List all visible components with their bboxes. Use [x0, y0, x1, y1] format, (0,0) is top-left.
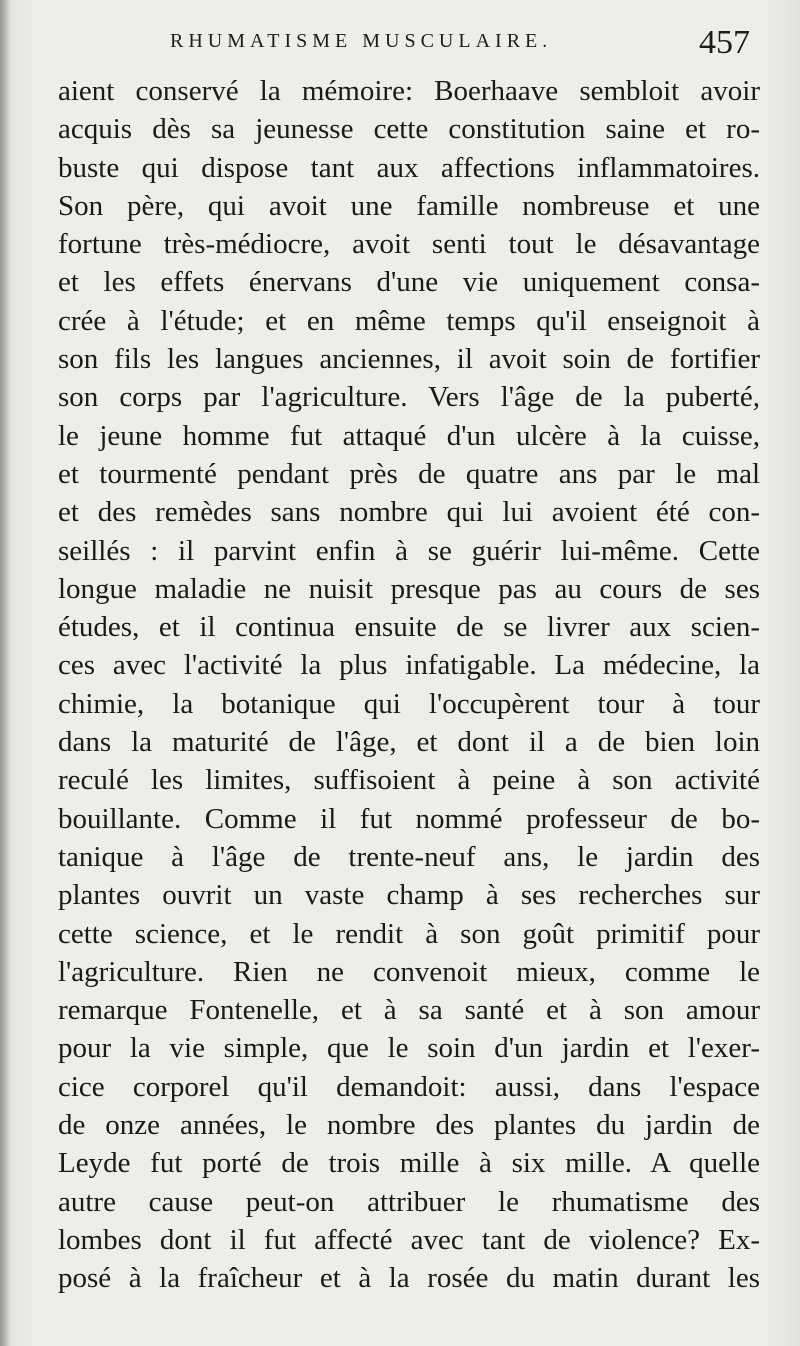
- text-line: ces avec l'activité la plus infatigable. La médecine, la: [58, 649, 760, 682]
- text-line: pour la vie simple, que le soin d'un jardin et l'exer-: [58, 1032, 760, 1065]
- running-title: RHUMATISME MUSCULAIRE.: [170, 30, 553, 52]
- text-line: reculé les limites, suffisoient à peine à son activité: [58, 764, 760, 797]
- text-line: lombes dont il fut affecté avec tant de violence? Ex-: [58, 1223, 760, 1256]
- text-line: et des remèdes sans nombre qui lui avoient été con-: [58, 496, 760, 529]
- text-line: chimie, la botanique qui l'occupèrent tour à tour: [58, 687, 760, 720]
- text-line: acquis dès sa jeunesse cette constitution saine et ro-: [58, 113, 760, 146]
- text-line: et tourmenté pendant près de quatre ans par le mal: [58, 457, 760, 490]
- text-line: de onze années, le nombre des plantes du jardin de: [58, 1109, 760, 1142]
- text-line: études, et il continua ensuite de se livrer aux scien-: [58, 611, 760, 644]
- text-line: dans la maturité de l'âge, et dont il a de bien loin: [58, 726, 760, 759]
- text-line: crée à l'étude; et en même temps qu'il enseignoit à: [58, 304, 760, 337]
- text-line: cette science, et le rendit à son goût primitif pour: [58, 917, 760, 950]
- text-line: bouillante. Comme il fut nommé professeur de bo-: [58, 802, 760, 835]
- text-line: aient conservé la mémoire: Boerhaave sembloit avoir: [58, 75, 760, 107]
- body-text: [58, 72, 760, 1298]
- text-line: l'agriculture. Rien ne convenoit mieux, comme le: [58, 955, 760, 988]
- text-line: plantes ouvrit un vaste champ à ses recherches sur: [58, 879, 760, 912]
- binding-shadow: [0, 0, 10, 1346]
- text-line: buste qui dispose tant aux affections inflammatoires.: [58, 151, 760, 184]
- text-line: et les effets énervans d'une vie uniquement consa-: [58, 266, 760, 299]
- text-line: longue maladie ne nuisit presque pas au cours de ses: [58, 572, 760, 605]
- text-line: Leyde fut porté de trois mille à six mille. A quelle: [58, 1147, 760, 1180]
- text-line: cice corporel qu'il demandoit: aussi, dans l'espace: [58, 1070, 760, 1103]
- text-line: posé à la fraîcheur et à la rosée du matin durant les: [58, 1262, 760, 1295]
- text-line: le jeune homme fut attaqué d'un ulcère à la cuisse,: [58, 419, 760, 452]
- text-line: son corps par l'agriculture. Vers l'âge de la puberté,: [58, 381, 760, 414]
- text-line: Son père, qui avoit une famille nombreuse et une: [58, 189, 760, 222]
- text-line: tanique à l'âge de trente-neuf ans, le jardin des: [58, 840, 760, 873]
- page-number: 457: [699, 24, 750, 61]
- text-line: fortune très-médiocre, avoit senti tout le désavantage: [58, 228, 760, 261]
- text-line: son fils les langues anciennes, il avoit soin de fortifier: [58, 343, 760, 376]
- text-line: remarque Fontenelle, et à sa santé et à son amour: [58, 994, 760, 1027]
- text-line: seillés : il parvint enfin à se guérir lui-même. Cette: [58, 534, 760, 567]
- text-line: autre cause peut-on attribuer le rhumatisme des: [58, 1185, 760, 1218]
